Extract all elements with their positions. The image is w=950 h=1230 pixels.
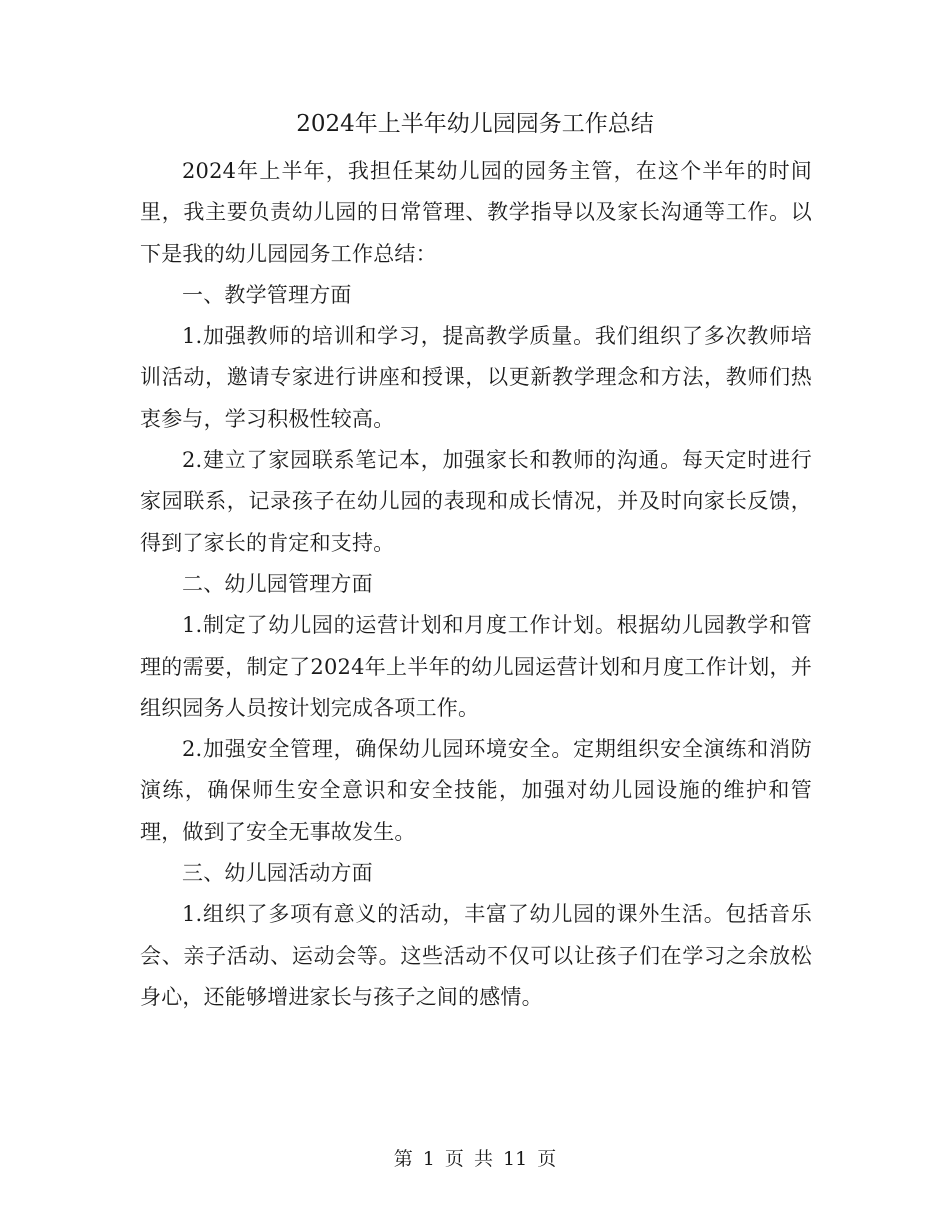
document-title: 2024年上半年幼儿园园务工作总结: [296, 111, 654, 137]
document-body: [140, 151, 812, 1018]
paragraph-teacher-training: 1.加强教师的培训和学习，提高教学质量。我们组织了多次教师培训活动，邀请专家进行讲座和授课，以更新教学理念和方法，教师们热衷参与，学习积极性较高。: [140, 324, 812, 431]
section-heading-activities: 三、幼儿园活动方面: [182, 861, 373, 886]
paragraph-home-school-notebook: 2.建立了家园联系笔记本，加强家长和教师的沟通。每天定时进行家园联系，记录孩子在幼儿园的表现和成长情况，并及时向家长反馈，得到了家长的肯定和支持。: [140, 448, 812, 555]
section-heading-management: 二、幼儿园管理方面: [182, 571, 373, 596]
intro-paragraph: 2024年上半年，我担任某幼儿园的园务主管，在这个半年的时间里，我主要负责幼儿园的日常管理、教学指导以及家长沟通等工作。以下是我的幼儿园园务工作总结：: [140, 159, 812, 266]
page-footer: 第 1 页 共 11 页: [393, 1148, 557, 1170]
paragraph-activities: 1.组织了多项有意义的活动，丰富了幼儿园的课外生活。包括音乐会、亲子活动、运动会等。这些活动不仅可以让孩子们在学习之余放松身心，还能够增进家长与孩子之间的感情。: [140, 902, 812, 1009]
paragraph-safety-management: 2.加强安全管理，确保幼儿园环境安全。定期组织安全演练和消防演练，确保师生安全意识和安全技能，加强对幼儿园设施的维护和管理，做到了安全无事故发生。: [140, 737, 812, 844]
section-heading-teaching: 一、教学管理方面: [182, 282, 352, 307]
paragraph-operation-plan: 1.制定了幼儿园的运营计划和月度工作计划。根据幼儿园教学和管理的需要，制定了2024年上半年的幼儿园运营计划和月度工作计划，并组织园务人员按计划完成各项工作。: [140, 613, 812, 720]
